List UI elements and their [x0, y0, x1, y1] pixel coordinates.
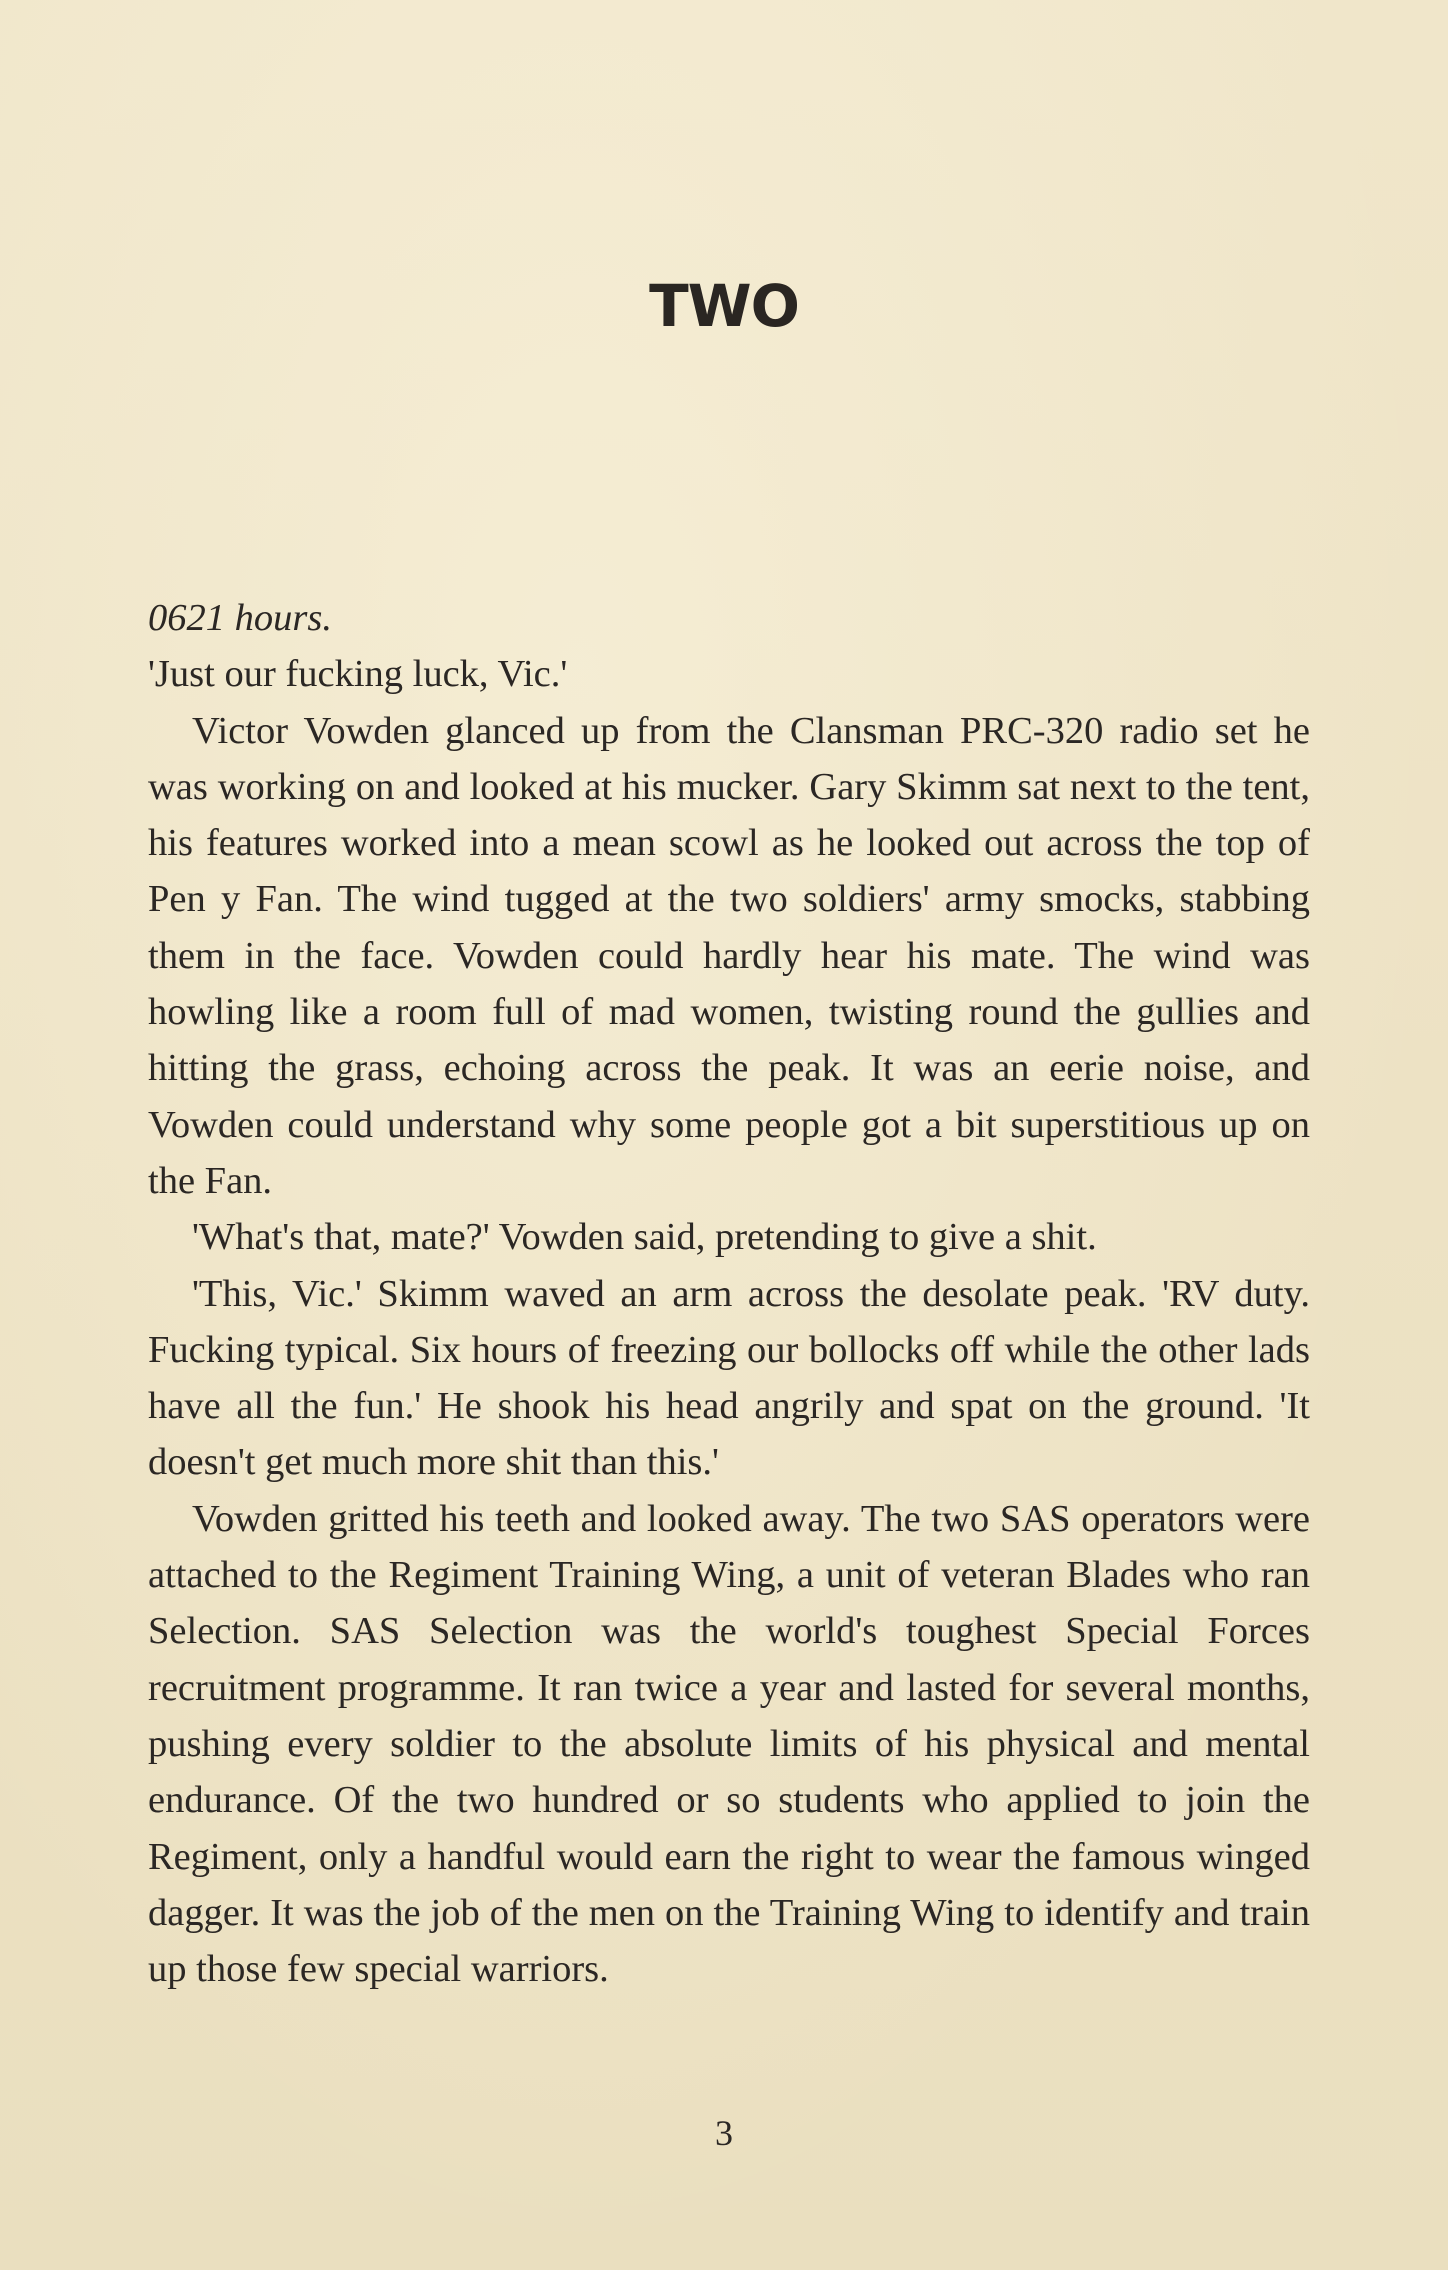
paragraph-1: 'Just our fucking luck, Vic.' — [148, 653, 568, 696]
body-text — [148, 590, 1310, 1997]
paragraph-2: Victor Vowden glanced up from the Clansman PRC-320 radio set he was working on and looked at his mucker. Gary Skimm sat next to the tent, his features worked into a mean scowl as he looked out across the top of Pen y Fan. The wind tugged at the two soldiers' army smocks, stabbing them in the face. Vowden could hardly hear his mate. The wind was howling like a room full of mad women, twisting round the gullies and hitting the grass, echoing across the peak. It was an eerie noise, and Vowden could understand why some people got a bit superstitious up on the Fan. — [148, 709, 1310, 1202]
paragraph-5: Vowden gritted his teeth and looked away. The two SAS operators were attached to the Regiment Training Wing, a unit of veteran Blades who ran Selection. SAS Selection was the world's toughest Special Forces recruitment programme. It ran twice a year and lasted for several months, pushing every soldier to the absolute limits of his physical and mental endurance. Of the two hundred or so students who applied to join the Regiment, only a handful would earn the right to wear the famous winged dagger. It was the job of the men on the Training Wing to identify and train up those few special warriors. — [148, 1497, 1310, 1991]
paragraph-4: 'This, Vic.' Skimm waved an arm across the desolate peak. 'RV duty. Fucking typical. Six hours of freezing our bollocks off while the other lads have all the fun.' He shook his head angrily and spat on the ground. 'It doesn't get much more shit than this.' — [148, 1272, 1310, 1484]
chapter-title: TWO — [649, 272, 799, 340]
timestamp: 0621 hours. — [148, 597, 332, 639]
paragraph-3: 'What's that, mate?' Vowden said, pretending to give a shit. — [192, 1216, 1097, 1259]
page-number: 3 — [715, 2113, 733, 2153]
